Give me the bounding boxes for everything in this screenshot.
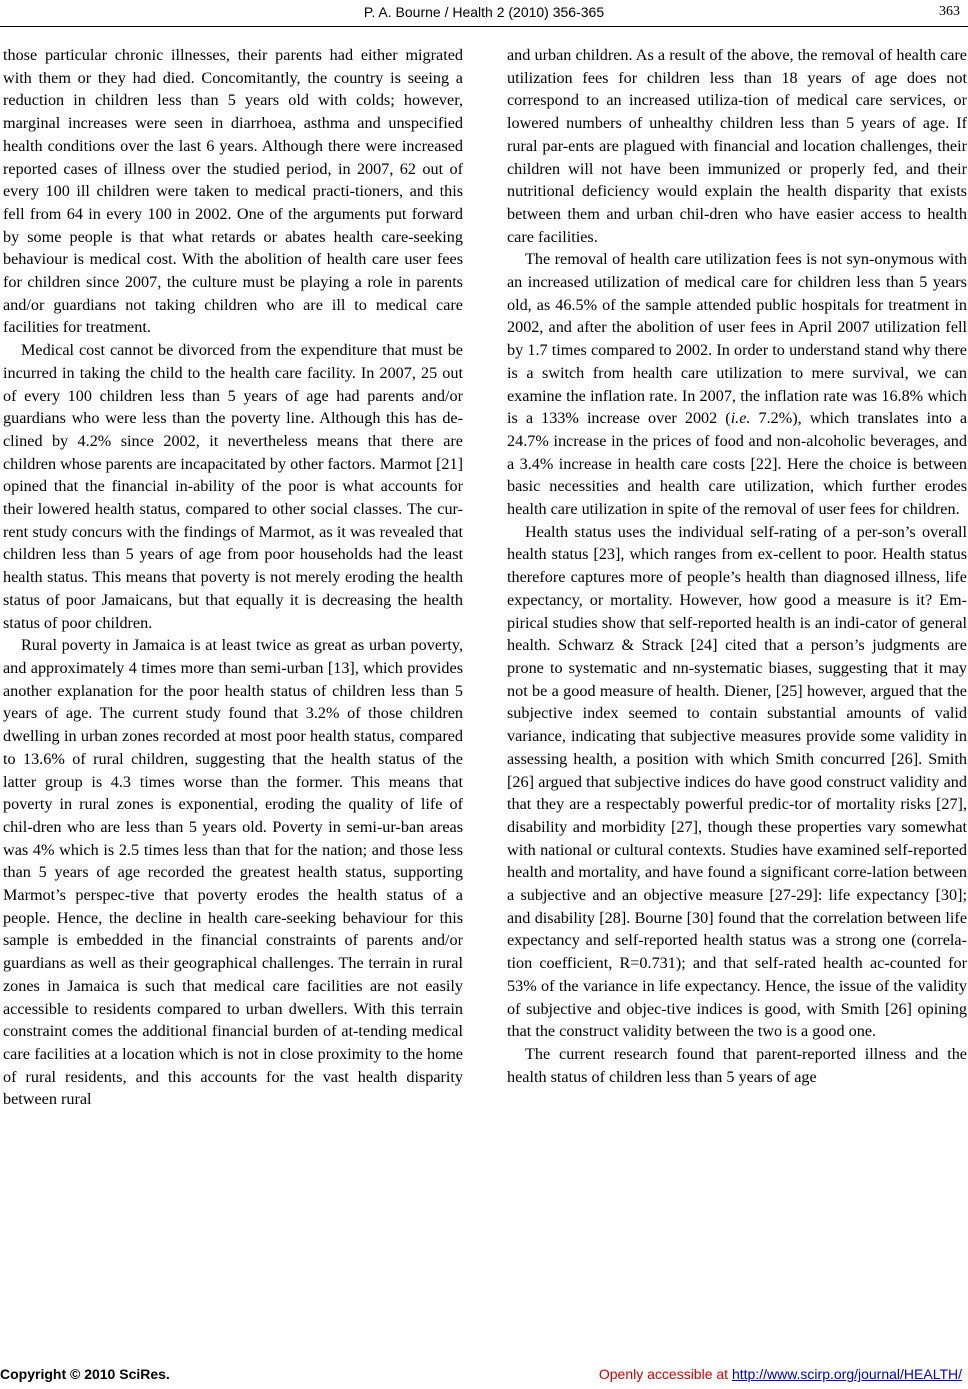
right-paragraph-4: The current research found that parent-reported illness and the health status of children less than 5 years of age — [507, 1044, 967, 1086]
page-footer — [0, 1366, 968, 1386]
left-paragraph-3: Rural poverty in Jamaica is at least twice as great as urban poverty, and approximately 4 times more than semi-urban [13], which provides another explanation for the poor health status of children less than 5 years of age. The current study found that 3.2% of those children dwelling in urban zones recorded at most poor health status, compared to 13.6% of rural children, suggesting that the health status of the latter group is 4.3 times worse than the former. This means that poverty in rural zones is exponential, eroding the quality of life of chil-dren who are less than 5 years old. Poverty in semi-ur-ban areas was 4% which is 2.5 times less than that for the nation; and those less than 5 years of age recorded the greatest health status, supporting Marmot’s perspec-tive that poverty erodes the health status of a people. Hence, the decline in health care-seeking behaviour for this sample is embedded in the financial constraints of parents and/or guardians as well as their geographical challenges. The terrain in rural zones in Jamaica is such that medical care facilities are not easily accessible to residents compared to urban dwellers. With this terrain constraint comes the additional financial burden of at-tending medical care facilities at a location which is not in close proximity to the home of rural residents, and this accounts for the vast health disparity between rural — [3, 636, 463, 1109]
copyright-notice: Copyright © 2010 SciRes. — [0, 1366, 170, 1382]
right-paragraph-2 — [507, 248, 967, 520]
running-header — [0, 4, 968, 24]
left-paragraph-1: those particular chronic illnesses, their parents had either migrated with them or they had died. Concomitantly, the country is seeing a reduction in children less than 5 years old with colds; however, marginal increases were seen in diarrhoea, asthma and unspecified health conditions over the last 6 years. Although there were increased reported cases of illness over the studied period, in 2007, 62 out of every 100 ill children were taken to medical practi-tioners, and this fell from 64 in every 100 in 2002. One of the arguments put forward by some people is that what retards or abates health care-seeking behaviour is medical cost. With the abolition of health care user fees for children since 2007, the culture must be playing a role in parents and/or guardians not taking children who are ill to medical care facilities for treatment. — [3, 46, 463, 337]
page-number: 363 — [939, 4, 960, 19]
right-paragraph-3: Health status uses the individual self-rating of a per-son’s overall health status [23], which ranges from ex-cellent to poor. Health status therefore captures more of people’s health than diagnosed illness, life expectancy, or mortality. However, how good a measure is it? Em-pirical studies show that self-reported health is an indi-cator of general health. Schwarz & Strack [24] cited that a person’s judgments are prone to systematic and nn-systematic biases, suggesting that it may not be a good measure of health. Diener, [25] however, argued that the subjective index seemed to contain substantial amounts of valid variance, indicating that subjective measures provide some validity in assessing health, a position with which Smith concurred [26]. Smith [26] argued that subjective indices do have good construct validity and that they are a respectably powerful predic-tor of mortality risks [27], disability and morbidity [27], though these properties vary somewhat with national or cultural contexts. Studies have examined self-reported health and mortality, and have found a significant corre-lation between a subjective and an objective measure [27-29]: life expectancy [30]; and disability [28]. Bourne [30] found that the correlation between life expectancy and self-reported health status was a strong one (correla-tion coefficient, R=0.731); and that self-rated health ac-counted for 53% of the variance in life expectancy. Hence, the issue of the validity of subjective and objec-tive indices is good, with Smith [26] opining that the construct validity between the two is a good one. — [507, 522, 967, 1041]
right-paragraph-2-part-1: The removal of health care utilization fees is not syn-onymous with an increased utilization of medical care for children less than 5 years old, as 46.5% of the sample attended public hospitals for treatment in 2002, and after the abolition of user fees in April 2007 utilization fell by 1.7 times compared to 2002. In order to understand stand why there is a switch from health care utilization to mere survival, we can examine the inflation rate. In 2007, the inflation rate was 16.8% which is a 133% increase over 2002 ( — [507, 250, 967, 428]
open-access-notice — [599, 1366, 962, 1382]
left-paragraph-2: Medical cost cannot be divorced from the expenditure that must be incurred in taking the child to the health care facility. In 2007, 25 out of every 100 children less than 5 years of age had parents and/or guardians who were less than the poverty line. Although this has de-clined by 4.2% since 2002, it nevertheless means that there are children whose parents are incapacitated by other factors. Marmot [21] opined that the financial in-ability of the poor is what accounts for their lowered health status, compared to other social classes. The cur-rent study concurs with the findings of Marmot, as it was revealed that children less than 5 years of age from poor households had the least health status. This means that poverty is not merely eroding the health status of poor Jamaicans, but that equally it is decreasing the health status of poor children. — [3, 341, 463, 632]
header-citation: P. A. Bourne / Health 2 (2010) 356-365 — [363, 4, 605, 20]
journal-link[interactable]: http://www.scirp.org/journal/HEALTH/ — [731, 1366, 962, 1382]
open-access-label: Openly accessible at — [598, 1366, 732, 1382]
header-divider — [0, 26, 968, 27]
right-column — [507, 44, 967, 1088]
left-column — [3, 44, 463, 1111]
right-paragraph-1: and urban children. As a result of the above, the removal of health care utilization fees for children less than 18 years of age does not correspond to an increased utiliza-tion of medical care services, or lowered numbers of unhealthy children less than 5 years of age. If rural par-ents are plagued with financial and location challenges, their children will not have been immunized or properly fed, and their nutritional deficiency would explain the health disparity that exists between them and urban chil-dren who have easier access to health care facilities. — [507, 46, 967, 246]
ie-abbreviation: i.e. — [730, 409, 751, 428]
right-paragraph-2-part-2: 7.2%), which translates into a 24.7% increase in the prices of food and non-alcoholic beverages, and a 3.4% increase in health care costs [22]. Here the choice is between basic necessities and health care utilization, which further erodes health care utilization in spite of the removal of user fees for children. — [507, 409, 968, 519]
